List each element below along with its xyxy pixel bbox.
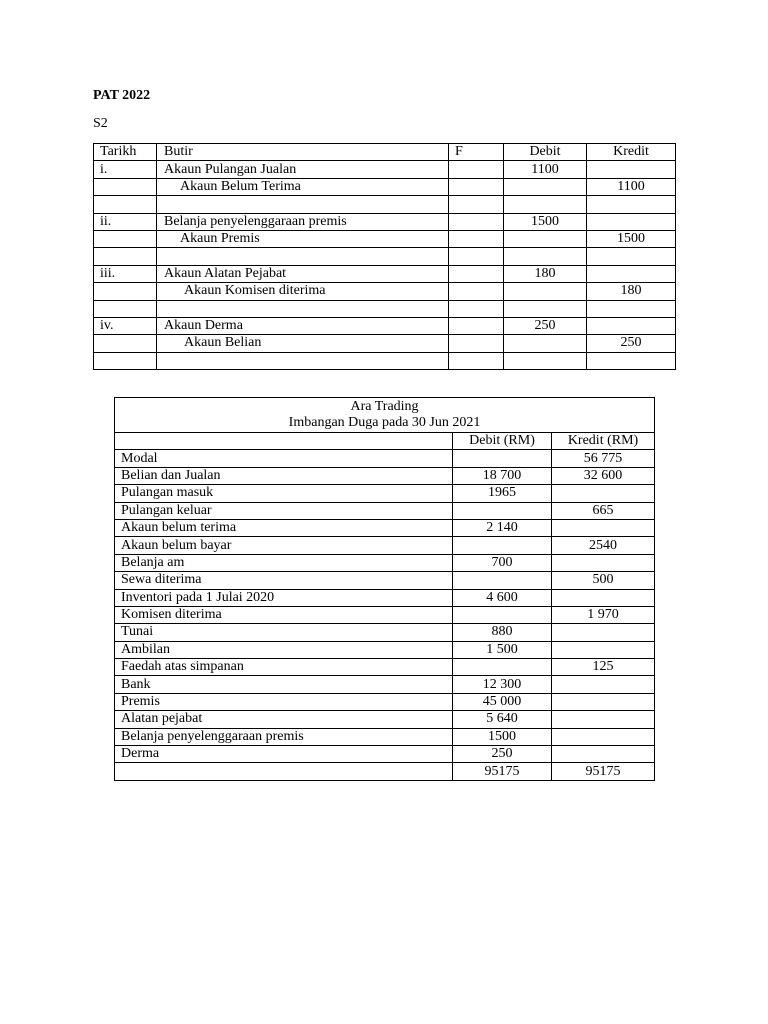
account-name: Premis	[115, 693, 453, 710]
journal-date	[94, 178, 157, 195]
section-label: S2	[93, 116, 108, 131]
account-name: Derma	[115, 746, 453, 763]
trial-row	[115, 502, 655, 519]
journal-row	[94, 317, 676, 334]
journal-date: iii.	[94, 265, 157, 282]
trial-header-name	[115, 433, 453, 450]
journal-header-item: Butir	[157, 144, 449, 161]
account-name: Ambilan	[115, 641, 453, 658]
debit-amount: 880	[453, 624, 552, 641]
journal-row	[94, 213, 676, 230]
credit-amount: 32 600	[552, 467, 655, 484]
credit-amount	[552, 589, 655, 606]
trial-row	[115, 659, 655, 676]
trial-row	[115, 728, 655, 745]
debit-amount	[453, 572, 552, 589]
journal-credit	[587, 161, 676, 178]
trial-row	[115, 572, 655, 589]
journal-header-credit: Kredit	[587, 144, 676, 161]
journal-folio	[449, 265, 504, 282]
journal-credit-account: Akaun Belum Terima	[157, 178, 449, 195]
trial-row	[115, 746, 655, 763]
account-name: Belanja penyelenggaraan premis	[115, 728, 453, 745]
journal-date	[94, 283, 157, 300]
trial-row	[115, 606, 655, 623]
account-name: Inventori pada 1 Julai 2020	[115, 589, 453, 606]
debit-amount: 18 700	[453, 467, 552, 484]
journal-blank-row	[94, 196, 676, 213]
credit-amount	[552, 711, 655, 728]
journal-blank-row	[94, 248, 676, 265]
debit-amount	[453, 537, 552, 554]
journal-row	[94, 283, 676, 300]
journal-blank-row	[94, 352, 676, 369]
debit-amount	[453, 502, 552, 519]
credit-amount	[552, 746, 655, 763]
journal-debit: 180	[504, 265, 587, 282]
account-name: Pulangan keluar	[115, 502, 453, 519]
journal-folio	[449, 317, 504, 334]
debit-amount: 12 300	[453, 676, 552, 693]
trial-row	[115, 676, 655, 693]
journal-debit	[504, 178, 587, 195]
account-name: Akaun belum bayar	[115, 537, 453, 554]
trial-row	[115, 467, 655, 484]
trial-header-credit: Kredit (RM)	[552, 433, 655, 450]
debit-amount: 5 640	[453, 711, 552, 728]
account-name: Pulangan masuk	[115, 485, 453, 502]
journal-debit: 1500	[504, 213, 587, 230]
trial-header-debit: Debit (RM)	[453, 433, 552, 450]
credit-amount	[552, 676, 655, 693]
journal-debit	[504, 283, 587, 300]
debit-amount: 2 140	[453, 519, 552, 536]
journal-header-folio: F	[449, 144, 504, 161]
account-name: Tunai	[115, 624, 453, 641]
account-name: Akaun belum terima	[115, 519, 453, 536]
journal-debit: 250	[504, 317, 587, 334]
debit-amount	[453, 450, 552, 467]
journal-credit: 180	[587, 283, 676, 300]
trial-total-credit: 95175	[552, 763, 655, 780]
debit-amount: 4 600	[453, 589, 552, 606]
journal-folio	[449, 283, 504, 300]
debit-amount: 1965	[453, 485, 552, 502]
journal-credit-account: Akaun Belian	[157, 335, 449, 352]
credit-amount: 665	[552, 502, 655, 519]
credit-amount: 125	[552, 659, 655, 676]
credit-amount	[552, 693, 655, 710]
journal-folio	[449, 335, 504, 352]
company-name: Ara Trading	[350, 399, 419, 414]
journal-date: i.	[94, 161, 157, 178]
journal-header-date: Tarikh	[94, 144, 157, 161]
trial-row	[115, 641, 655, 658]
credit-amount	[552, 728, 655, 745]
credit-amount	[552, 485, 655, 502]
credit-amount: 500	[552, 572, 655, 589]
journal-row	[94, 335, 676, 352]
trial-row	[115, 554, 655, 571]
journal-folio	[449, 161, 504, 178]
debit-amount	[453, 659, 552, 676]
journal-debit-account: Akaun Pulangan Jualan	[157, 161, 449, 178]
trial-row	[115, 624, 655, 641]
journal-debit-account: Akaun Alatan Pejabat	[157, 265, 449, 282]
trial-balance-table	[114, 397, 655, 781]
trial-balance-subtitle: Imbangan Duga pada 30 Jun 2021	[288, 415, 481, 430]
credit-amount	[552, 519, 655, 536]
trial-total-debit: 95175	[453, 763, 552, 780]
debit-amount	[453, 606, 552, 623]
account-name: Modal	[115, 450, 453, 467]
journal-credit: 1100	[587, 178, 676, 195]
account-name: Faedah atas simpanan	[115, 659, 453, 676]
journal-folio	[449, 213, 504, 230]
debit-amount: 250	[453, 746, 552, 763]
document-title: PAT 2022	[93, 88, 151, 103]
journal-debit-account: Belanja penyelenggaraan premis	[157, 213, 449, 230]
trial-row	[115, 693, 655, 710]
account-name: Bank	[115, 676, 453, 693]
journal-credit	[587, 265, 676, 282]
journal-credit	[587, 213, 676, 230]
journal-header-row	[94, 144, 676, 161]
account-name: Sewa diterima	[115, 572, 453, 589]
trial-row	[115, 589, 655, 606]
trial-row	[115, 711, 655, 728]
journal-debit	[504, 230, 587, 247]
trial-row	[115, 485, 655, 502]
journal-credit	[587, 317, 676, 334]
journal-folio	[449, 230, 504, 247]
journal-date	[94, 230, 157, 247]
journal-row	[94, 178, 676, 195]
account-name: Belanja am	[115, 554, 453, 571]
journal-credit-account: Akaun Premis	[157, 230, 449, 247]
journal-row	[94, 230, 676, 247]
trial-balance-title	[115, 398, 655, 433]
journal-credit-account: Akaun Komisen diterima	[157, 283, 449, 300]
journal-header-debit: Debit	[504, 144, 587, 161]
journal-debit-account: Akaun Derma	[157, 317, 449, 334]
debit-amount: 45 000	[453, 693, 552, 710]
debit-amount: 700	[453, 554, 552, 571]
trial-title-row	[115, 398, 655, 433]
trial-row	[115, 450, 655, 467]
account-name: Alatan pejabat	[115, 711, 453, 728]
journal-debit: 1100	[504, 161, 587, 178]
journal-date: ii.	[94, 213, 157, 230]
journal-row	[94, 265, 676, 282]
debit-amount: 1 500	[453, 641, 552, 658]
journal-folio	[449, 178, 504, 195]
credit-amount	[552, 554, 655, 571]
journal-date	[94, 335, 157, 352]
credit-amount	[552, 641, 655, 658]
credit-amount	[552, 624, 655, 641]
trial-row	[115, 519, 655, 536]
journal-debit	[504, 335, 587, 352]
debit-amount: 1500	[453, 728, 552, 745]
journal-credit: 1500	[587, 230, 676, 247]
journal-date: iv.	[94, 317, 157, 334]
trial-total-row	[115, 763, 655, 780]
account-name: Belian dan Jualan	[115, 467, 453, 484]
credit-amount: 2540	[552, 537, 655, 554]
account-name: Komisen diterima	[115, 606, 453, 623]
journal-table	[93, 143, 676, 370]
credit-amount: 1 970	[552, 606, 655, 623]
journal-row	[94, 161, 676, 178]
trial-row	[115, 537, 655, 554]
journal-credit: 250	[587, 335, 676, 352]
journal-blank-row	[94, 300, 676, 317]
trial-total-label	[115, 763, 453, 780]
credit-amount: 56 775	[552, 450, 655, 467]
trial-header-row	[115, 433, 655, 450]
